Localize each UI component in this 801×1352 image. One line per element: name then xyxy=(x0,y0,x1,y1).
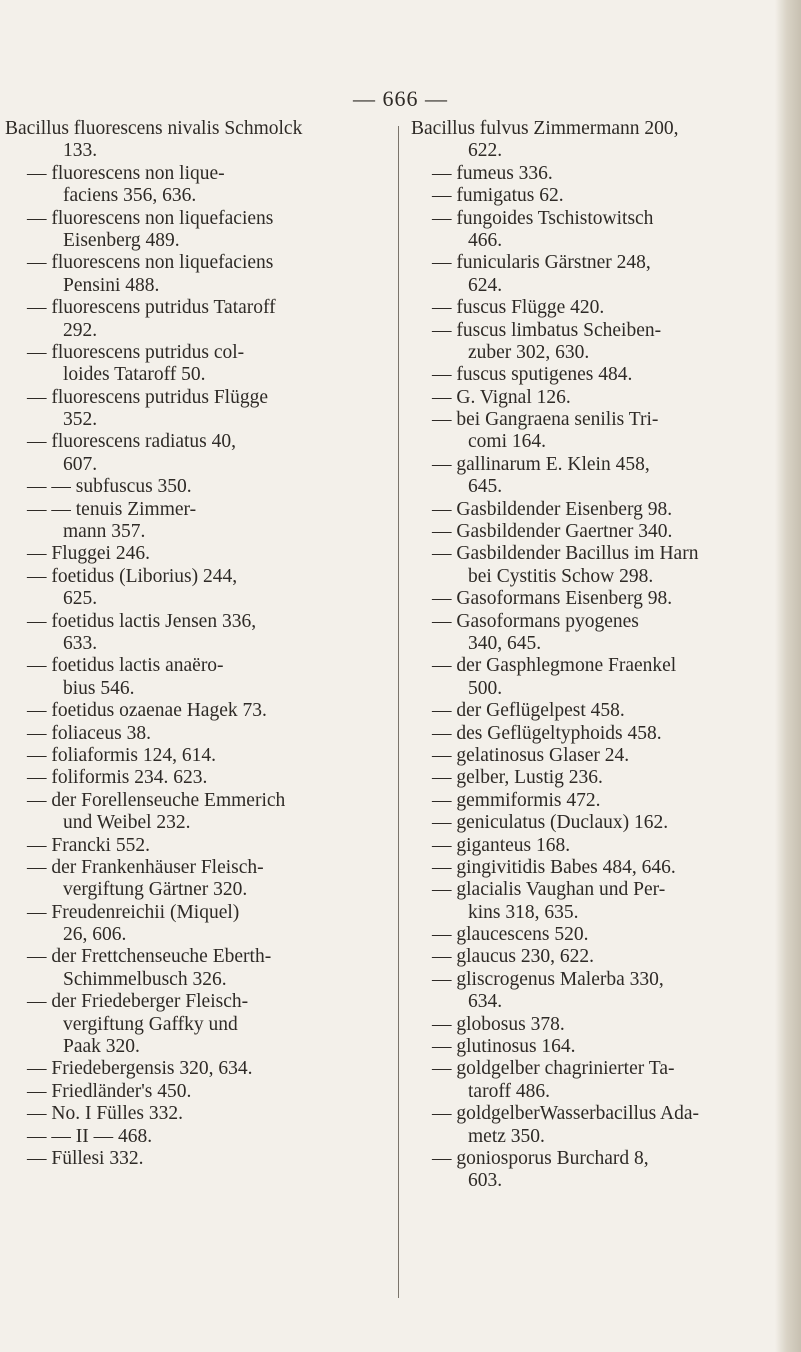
index-entry xyxy=(0,723,395,745)
index-entry-line: — Gasoformans Eisenberg 98. xyxy=(432,588,673,610)
index-entry-continuation: 633. xyxy=(63,632,98,654)
index-entry-continuation: 340, 645. xyxy=(468,632,542,654)
index-entry-line: — fluorescens putridus Tataroff xyxy=(27,297,276,319)
index-entry-continuation: Schimmelbusch 326. xyxy=(63,968,227,990)
index-entry xyxy=(411,969,783,1014)
index-entry-line: — gallinarum E. Klein 458, xyxy=(432,453,650,475)
index-entry xyxy=(0,857,395,902)
index-entry xyxy=(0,1103,395,1125)
index-entry-continuation: taroff 486. xyxy=(468,1080,550,1102)
index-entry-continuation: vergiftung Gaffky und xyxy=(63,1013,238,1035)
index-entry xyxy=(411,1014,783,1036)
index-entry-line: — fluorescens non liquefaciens xyxy=(27,207,274,229)
index-entry-line: — foetidus lactis anaëro- xyxy=(27,655,224,677)
index-entry-continuation: 466. xyxy=(468,229,503,251)
index-entry-line: — foliaceus 38. xyxy=(27,722,152,744)
index-entry xyxy=(0,342,395,387)
index-entry xyxy=(0,655,395,700)
index-entry-line: — fumigatus 62. xyxy=(432,185,564,207)
index-entry-continuation: 607. xyxy=(63,453,98,475)
index-entry-continuation: 624. xyxy=(468,274,503,296)
index-entry-line: — gelatinosus Glaser 24. xyxy=(432,744,630,766)
index-entry xyxy=(0,499,395,544)
index-entry-line: — fluorescens putridus Flügge xyxy=(27,386,269,408)
index-entry-continuation: 645. xyxy=(468,476,503,498)
index-entry xyxy=(411,163,783,185)
index-entry-continuation: comi 164. xyxy=(468,431,546,453)
index-entry-line: — der Frettchenseuche Eberth- xyxy=(27,946,272,968)
index-entry-line: — Freudenreichii (Miquel) xyxy=(27,901,240,923)
index-entry-line: — der Gasphlegmone Fraenkel xyxy=(432,655,677,677)
index-entry-line: — der Forellenseuche Emmerich xyxy=(27,789,286,811)
index-entry-line: — fungoides Tschistowitsch xyxy=(432,207,654,229)
index-entry-line: — glacialis Vaughan und Per- xyxy=(432,879,666,901)
index-entry-line: — funicularis Gärstner 248, xyxy=(432,252,651,274)
index-entry-continuation: 622. xyxy=(468,140,503,162)
index-entry-line: — goniosporus Burchard 8, xyxy=(432,1147,649,1169)
index-entry xyxy=(0,700,395,722)
index-entry-line: — Gasbildender Eisenberg 98. xyxy=(432,498,673,520)
index-entry xyxy=(0,745,395,767)
index-entry-line: — gliscrogenus Malerba 330, xyxy=(432,968,664,990)
index-entry-line: — — tenuis Zimmer- xyxy=(27,498,197,520)
index-entry xyxy=(0,163,395,208)
index-entry-line: — fluorescens non liquefaciens xyxy=(27,252,274,274)
index-entry-continuation: bei Cystitis Schow 298. xyxy=(468,565,654,587)
index-entry xyxy=(411,521,783,543)
index-entry xyxy=(0,1126,395,1148)
index-entry-line: — fuscus limbatus Scheiben- xyxy=(432,319,662,341)
index-entry-line: Bacillus fluorescens nivalis Schmolck xyxy=(5,118,303,139)
index-entry-line: — fuscus sputigenes 484. xyxy=(432,364,633,386)
index-entry xyxy=(0,1148,395,1170)
index-entry-line: — No. I Fülles 332. xyxy=(27,1103,183,1125)
index-entry-line: — Friedländer's 450. xyxy=(27,1080,192,1102)
index-entry-continuation: kins 318, 635. xyxy=(468,901,579,923)
index-entry-line: — gemmiformis 472. xyxy=(432,789,601,811)
index-entry-continuation: 352. xyxy=(63,409,98,431)
index-entry xyxy=(411,118,783,163)
page-number: — 666 — xyxy=(353,86,448,111)
index-entry-line: — fluorescens putridus col- xyxy=(27,341,245,363)
index-column-left xyxy=(0,118,395,1170)
index-entry xyxy=(411,454,783,499)
index-entry-line: — Gasbildender Gaertner 340. xyxy=(432,521,673,543)
index-entry xyxy=(411,835,783,857)
index-entry-line: — gingivitidis Babes 484, 646. xyxy=(432,856,676,878)
index-entry xyxy=(0,476,395,498)
index-entry-line: — goldgelber chagrinierter Ta- xyxy=(432,1058,675,1080)
index-entry-continuation: 26, 606. xyxy=(63,924,127,946)
index-entry-line: — foetidus (Liborius) 244, xyxy=(27,565,238,587)
index-entry xyxy=(411,499,783,521)
index-entry xyxy=(0,208,395,253)
index-entry-line: — glaucus 230, 622. xyxy=(432,946,594,968)
index-entry-line: — der Frankenhäuser Fleisch- xyxy=(27,856,264,878)
index-entry xyxy=(411,857,783,879)
index-entry xyxy=(411,252,783,297)
index-entry-continuation: 500. xyxy=(468,677,503,699)
index-entry xyxy=(0,835,395,857)
index-entry-line: — der Geflügelpest 458. xyxy=(432,700,625,722)
index-entry-continuation: Pensini 488. xyxy=(63,274,160,296)
index-entry xyxy=(411,946,783,968)
index-entry-line: — Gasoformans pyogenes xyxy=(432,610,639,632)
index-entry-continuation: Paak 320. xyxy=(63,1036,140,1058)
index-entry-continuation: 133. xyxy=(63,140,98,162)
index-entry-line: — glutinosus 164. xyxy=(432,1036,576,1058)
index-entry xyxy=(411,320,783,365)
index-entry-line: Bacillus fulvus Zimmermann 200, xyxy=(411,118,679,139)
index-entry xyxy=(411,1036,783,1058)
index-entry-continuation: zuber 302, 630. xyxy=(468,341,590,363)
index-entry-line: — fluorescens radiatus 40, xyxy=(27,431,237,453)
index-entry xyxy=(411,1103,783,1148)
index-entry-line: — Friedebergensis 320, 634. xyxy=(27,1058,253,1080)
index-entry-line: — des Geflügeltyphoids 458. xyxy=(432,722,662,744)
index-entry-continuation: Eisenberg 489. xyxy=(63,229,180,251)
index-entry xyxy=(411,745,783,767)
index-entry xyxy=(411,723,783,745)
index-entry-line: — globosus 378. xyxy=(432,1013,565,1035)
index-entry-line: — fumeus 336. xyxy=(432,162,553,184)
index-entry-continuation: 603. xyxy=(468,1170,503,1192)
index-entry-line: — bei Gangraena senilis Tri- xyxy=(432,409,659,431)
index-entry xyxy=(411,185,783,207)
index-entry-continuation: 625. xyxy=(63,588,98,610)
index-entry-continuation: 634. xyxy=(468,991,503,1013)
index-entry-line: — der Friedeberger Fleisch- xyxy=(27,991,249,1013)
index-entry xyxy=(0,1058,395,1080)
index-entry-line: — Fluggei 246. xyxy=(27,543,150,565)
index-entry xyxy=(0,297,395,342)
index-entry xyxy=(411,924,783,946)
index-entry xyxy=(0,543,395,565)
index-entry-line: — — II — 468. xyxy=(27,1125,153,1147)
index-entry xyxy=(411,543,783,588)
index-entry-continuation: bius 546. xyxy=(63,677,135,699)
index-entry xyxy=(411,611,783,656)
index-entry-line: — Gasbildender Bacillus im Harn xyxy=(432,543,699,565)
index-entry-continuation: loides Tataroff 50. xyxy=(63,364,206,386)
index-entry-continuation: vergiftung Gärtner 320. xyxy=(63,879,248,901)
index-entry xyxy=(0,611,395,656)
index-entry-line: — foliaformis 124, 614. xyxy=(27,744,217,766)
index-entry-line: — fuscus Flügge 420. xyxy=(432,297,605,319)
index-entry xyxy=(0,387,395,432)
index-entry-continuation: 292. xyxy=(63,319,98,341)
index-entry-line: — fluorescens non lique- xyxy=(27,162,225,184)
index-entry-line: — foetidus lactis Jensen 336, xyxy=(27,610,257,632)
index-entry xyxy=(411,1148,783,1193)
index-entry xyxy=(0,566,395,611)
index-entry-line: — goldgelberWasserbacillus Ada- xyxy=(432,1103,700,1125)
index-entry-line: — geniculatus (Duclaux) 162. xyxy=(432,812,669,834)
index-entry xyxy=(411,879,783,924)
index-entry-line: — glaucescens 520. xyxy=(432,924,589,946)
index-entry xyxy=(0,991,395,1058)
index-entry-line: — — subfuscus 350. xyxy=(27,476,192,498)
index-entry-line: — Füllesi 332. xyxy=(27,1147,144,1169)
index-entry-continuation: mann 357. xyxy=(63,521,146,543)
index-entry-line: — foliformis 234. 623. xyxy=(27,767,208,789)
index-entry xyxy=(411,364,783,386)
index-entry xyxy=(411,655,783,700)
index-entry xyxy=(0,946,395,991)
index-entry-line: — G. Vignal 126. xyxy=(432,386,571,408)
index-entry-continuation: faciens 356, 636. xyxy=(63,185,197,207)
index-entry xyxy=(411,790,783,812)
column-divider xyxy=(398,126,399,1298)
index-entry xyxy=(411,387,783,409)
index-entry xyxy=(411,297,783,319)
index-entry-continuation: metz 350. xyxy=(468,1125,545,1147)
index-entry xyxy=(411,208,783,253)
index-entry xyxy=(0,252,395,297)
index-entry xyxy=(0,790,395,835)
index-entry xyxy=(0,1081,395,1103)
index-entry xyxy=(0,431,395,476)
index-entry xyxy=(411,588,783,610)
index-entry-line: — gelber, Lustig 236. xyxy=(432,767,603,789)
index-entry xyxy=(0,767,395,789)
index-entry-line: — giganteus 168. xyxy=(432,834,571,856)
index-entry xyxy=(411,812,783,834)
index-entry xyxy=(411,409,783,454)
index-column-right xyxy=(411,118,783,1193)
index-entry-line: — Francki 552. xyxy=(27,834,150,856)
index-entry-line: — foetidus ozaenae Hagek 73. xyxy=(27,700,267,722)
index-entry-continuation: und Weibel 232. xyxy=(63,812,191,834)
index-entry xyxy=(0,902,395,947)
index-entry xyxy=(411,767,783,789)
index-entry xyxy=(411,700,783,722)
index-entry xyxy=(411,1058,783,1103)
index-entry xyxy=(0,118,395,163)
